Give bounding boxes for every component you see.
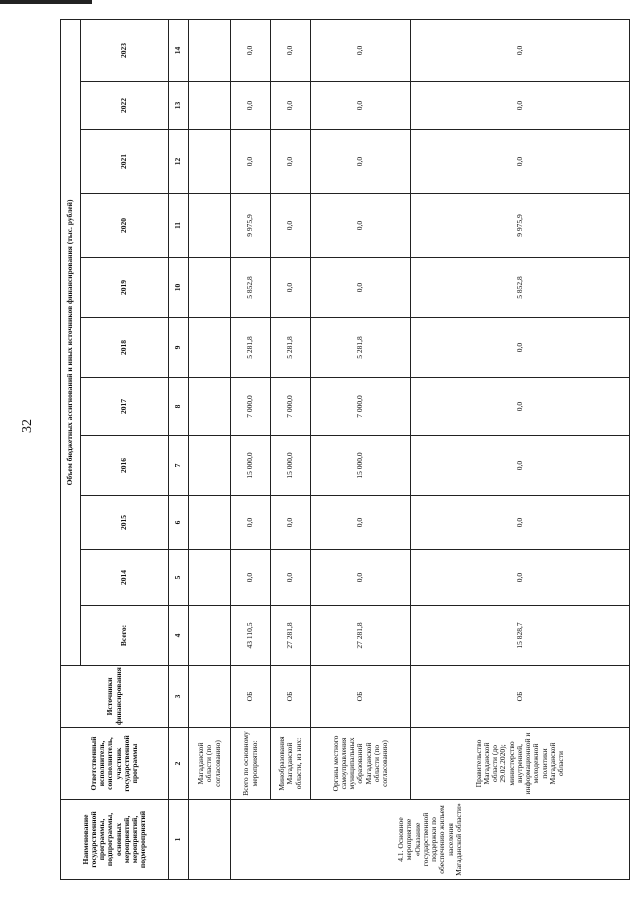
header-row-1 <box>61 19 81 879</box>
value-cell: 5 281,8 <box>271 318 311 378</box>
value-cell: 0,0 <box>311 130 411 194</box>
value-cell: 7 000,0 <box>271 378 311 436</box>
value-cell: 0,0 <box>311 550 411 606</box>
col-number: 5 <box>169 550 189 606</box>
value-cell: 0,0 <box>271 130 311 194</box>
year-header: 2021 <box>81 130 169 194</box>
value-cell: 15 000,0 <box>231 436 271 496</box>
column-number-row <box>169 19 189 879</box>
year-header: 2014 <box>81 550 169 606</box>
col-number: 11 <box>169 194 189 258</box>
value-cell: 0,0 <box>411 550 630 606</box>
value-cell: 7 000,0 <box>311 378 411 436</box>
value-cell: 0,0 <box>411 378 630 436</box>
value-cell <box>189 550 231 606</box>
top-edge-bar <box>0 0 92 4</box>
col-number: 3 <box>169 666 189 728</box>
year-header: 2022 <box>81 82 169 130</box>
value-cell: 0,0 <box>411 82 630 130</box>
value-cell <box>189 258 231 318</box>
rotated-table-wrapper <box>60 20 630 880</box>
source-cell: ОБ <box>411 666 630 728</box>
value-cell: 0,0 <box>311 82 411 130</box>
year-header: 2016 <box>81 436 169 496</box>
value-cell: 15 000,0 <box>311 436 411 496</box>
value-cell: 0,0 <box>411 436 630 496</box>
value-cell: 0,0 <box>311 19 411 81</box>
col2-header: Ответственный исполнитель, соисполнитель, участник государственной программы <box>61 728 169 800</box>
table-row <box>311 19 411 879</box>
value-cell: 0,0 <box>411 318 630 378</box>
year-header: 2020 <box>81 194 169 258</box>
year-header: Всего: <box>81 606 169 666</box>
executor-cell: Магаданской области (по согласованию) <box>189 728 231 800</box>
value-cell: 0,0 <box>411 130 630 194</box>
col-number: 12 <box>169 130 189 194</box>
value-cell: 0,0 <box>311 496 411 550</box>
col-number: 14 <box>169 19 189 81</box>
value-cell: 0,0 <box>231 82 271 130</box>
col-number: 4 <box>169 606 189 666</box>
year-header: 2015 <box>81 496 169 550</box>
year-header: 2019 <box>81 258 169 318</box>
col-number: 1 <box>169 800 189 880</box>
year-header: 2018 <box>81 318 169 378</box>
value-cell <box>189 82 231 130</box>
value-cell: 0,0 <box>311 258 411 318</box>
value-cell <box>189 378 231 436</box>
value-cell: 0,0 <box>231 130 271 194</box>
col-number: 2 <box>169 728 189 800</box>
page-number: 32 <box>20 419 35 433</box>
col-number: 8 <box>169 378 189 436</box>
year-header: 2017 <box>81 378 169 436</box>
value-cell: 0,0 <box>271 550 311 606</box>
value-cell: 0,0 <box>411 19 630 81</box>
col-number: 7 <box>169 436 189 496</box>
value-cell: 0,0 <box>271 82 311 130</box>
source-cell: ОБ <box>271 666 311 728</box>
funding-header: Объем бюджетных ассигнований и иных источников финансирования (тыс. рублей) <box>61 19 81 665</box>
value-cell <box>189 318 231 378</box>
value-cell: 5 852,8 <box>231 258 271 318</box>
col1-header: Наименование государственной программы, подпрограммы, основных мероприятий, мероприятий, подмероприятий <box>61 800 169 880</box>
table-row <box>411 19 630 879</box>
value-cell: 0,0 <box>411 496 630 550</box>
value-cell <box>189 19 231 81</box>
value-cell: 9 975,9 <box>231 194 271 258</box>
year-header: 2023 <box>81 19 169 81</box>
value-cell: 5 281,8 <box>311 318 411 378</box>
value-cell: 0,0 <box>311 194 411 258</box>
value-cell: 5 281,8 <box>231 318 271 378</box>
value-cell: 15 828,7 <box>411 606 630 666</box>
executor-cell: Органы местного самоуправления муниципальных образований Магаданской области (по согласованию) <box>311 728 411 800</box>
value-cell: 7 000,0 <box>231 378 271 436</box>
executor-cell: Всего по основному мероприятию: <box>231 728 271 800</box>
value-cell: 0,0 <box>231 550 271 606</box>
value-cell: 5 852,8 <box>411 258 630 318</box>
table-row <box>271 19 311 879</box>
table-row <box>231 19 271 879</box>
value-cell: 0,0 <box>271 194 311 258</box>
value-cell: 27 281,8 <box>271 606 311 666</box>
value-cell: 15 000,0 <box>271 436 311 496</box>
executor-cell: Правительство Магаданской области (до 29.02.2020); министерство внутренней, информационной и молодежной политики Магаданской области <box>411 728 630 800</box>
value-cell: 43 110,5 <box>231 606 271 666</box>
source-cell: ОБ <box>231 666 271 728</box>
col-number: 6 <box>169 496 189 550</box>
value-cell: 0,0 <box>271 19 311 81</box>
col3-header: Источники финансирования <box>61 666 169 728</box>
source-cell: ОБ <box>311 666 411 728</box>
value-cell: 0,0 <box>271 496 311 550</box>
funding-table <box>60 19 630 880</box>
executor-cell: Минобразования Магаданской области, из них: <box>271 728 311 800</box>
value-cell <box>189 606 231 666</box>
empty-cell <box>189 800 231 880</box>
value-cell: 9 975,9 <box>411 194 630 258</box>
value-cell <box>189 436 231 496</box>
col-number: 9 <box>169 318 189 378</box>
col-number: 10 <box>169 258 189 318</box>
value-cell <box>189 130 231 194</box>
activity-name-cell: 4.1. Основное мероприятие «Оказание государственной поддержки по обеспечению жильем населения Магаданской области» <box>231 800 630 880</box>
table-row <box>189 19 231 879</box>
col-number: 13 <box>169 82 189 130</box>
value-cell <box>189 496 231 550</box>
value-cell: 27 281,8 <box>311 606 411 666</box>
value-cell: 0,0 <box>231 19 271 81</box>
source-cell <box>189 666 231 728</box>
value-cell: 0,0 <box>231 496 271 550</box>
value-cell <box>189 194 231 258</box>
value-cell: 0,0 <box>271 258 311 318</box>
